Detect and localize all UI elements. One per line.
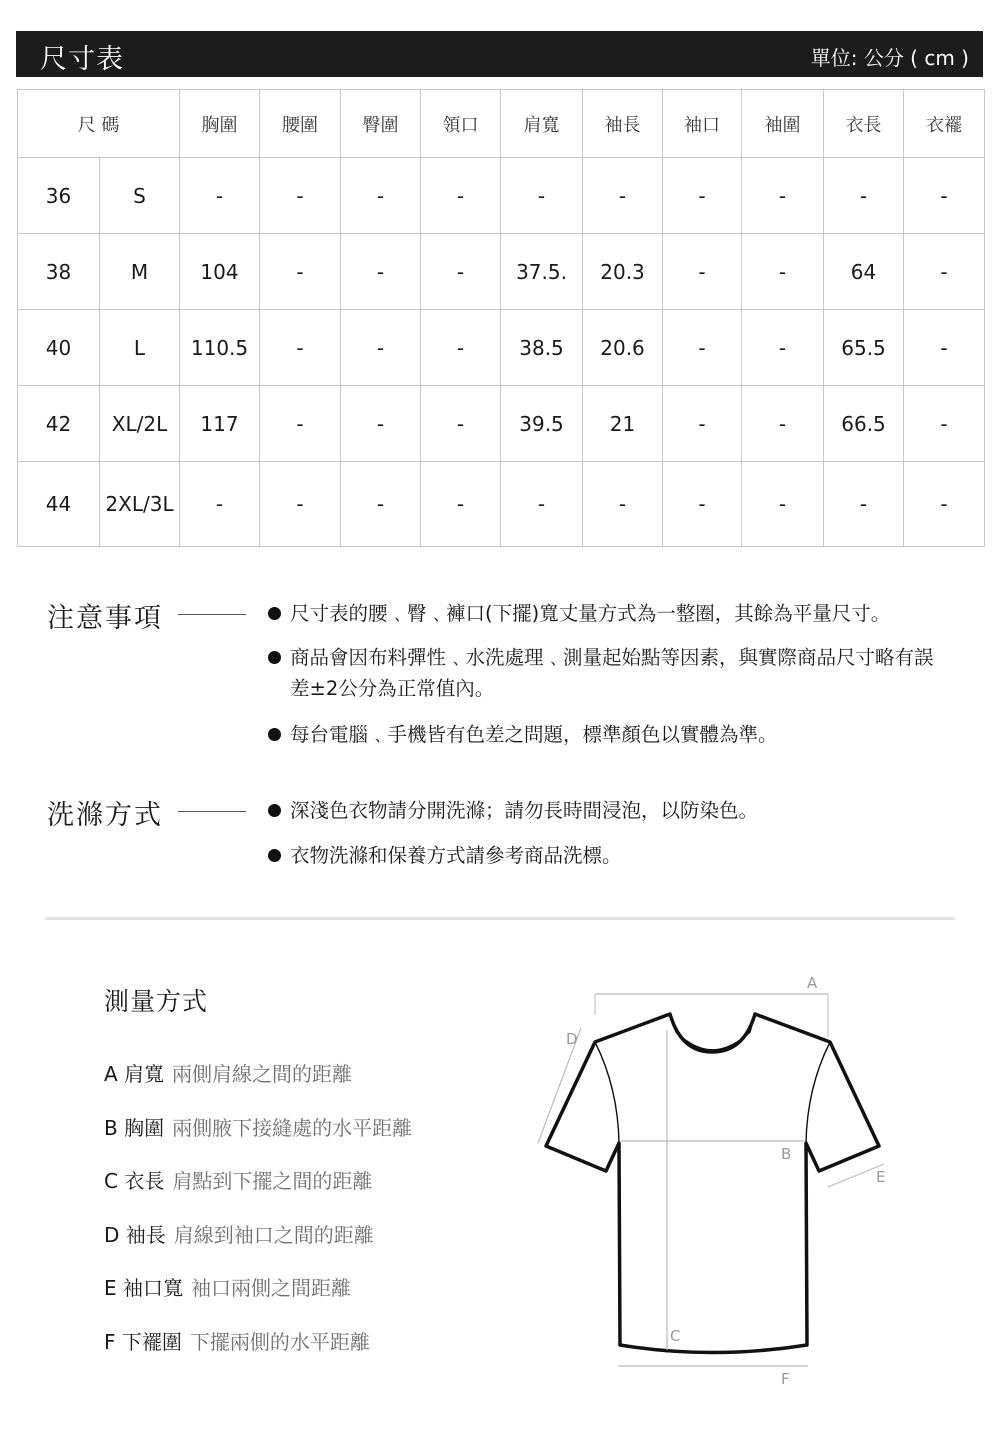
note-item bbox=[268, 719, 950, 750]
measurement-label: C 衣長 bbox=[104, 1169, 165, 1193]
table-row bbox=[18, 462, 985, 547]
table-cell: - bbox=[421, 386, 501, 462]
diagram-label-a: A bbox=[807, 974, 818, 992]
table-cell: - bbox=[260, 158, 341, 234]
table-cell: - bbox=[583, 462, 663, 547]
bullet-icon bbox=[268, 728, 281, 741]
size-letter-cell: L bbox=[100, 310, 180, 386]
table-cell: - bbox=[260, 462, 341, 547]
table-cell: - bbox=[824, 462, 904, 547]
table-cell: - bbox=[341, 462, 421, 547]
measurement-desc: 肩線到袖口之間的距離 bbox=[173, 1223, 374, 1247]
note-item bbox=[268, 598, 980, 629]
measurement-desc: 下擺兩側的水平距離 bbox=[189, 1330, 370, 1354]
note-text: 尺寸表的腰﹑臀﹑褲口(下擺)寬丈量方式為一整圈，其餘為平量尺寸。 bbox=[290, 602, 891, 625]
table-cell: - bbox=[341, 234, 421, 310]
table-cell: 39.5 bbox=[501, 386, 583, 462]
notes-title: 注意事項 bbox=[47, 603, 163, 634]
table-cell: - bbox=[501, 158, 583, 234]
diagram-label-b: B bbox=[781, 1145, 792, 1163]
table-row bbox=[18, 234, 985, 310]
table-cell: - bbox=[180, 158, 260, 234]
note-text: 每台電腦﹑手機皆有色差之問題，標準顏色以實體為準。 bbox=[290, 723, 778, 746]
washing-text: 衣物洗滌和保養方式請參考商品洗標。 bbox=[290, 844, 622, 867]
measurement-desc: 兩側腋下接縫處的水平距離 bbox=[172, 1116, 413, 1140]
bullet-icon bbox=[268, 849, 281, 862]
washing-text: 深淺色衣物請分開洗滌；請勿長時間浸泡，以防染色。 bbox=[290, 799, 759, 822]
table-cell: 66.5 bbox=[824, 386, 904, 462]
size-chart-header bbox=[16, 31, 983, 77]
table-cell: - bbox=[260, 234, 341, 310]
table-cell: - bbox=[421, 310, 501, 386]
column-header: 袖口 bbox=[663, 90, 742, 158]
table-cell: - bbox=[421, 234, 501, 310]
table-cell: - bbox=[260, 386, 341, 462]
size-letter-cell: S bbox=[100, 158, 180, 234]
tshirt-outline bbox=[546, 1014, 879, 1353]
note-item bbox=[268, 642, 950, 704]
measurement-label: E 袖口寬 bbox=[104, 1276, 183, 1300]
table-cell: - bbox=[341, 386, 421, 462]
measurement-desc: 肩點到下擺之間的距離 bbox=[172, 1169, 373, 1193]
table-cell: - bbox=[260, 310, 341, 386]
column-header: 腰圍 bbox=[260, 90, 341, 158]
table-cell: - bbox=[583, 158, 663, 234]
table-cell: - bbox=[421, 158, 501, 234]
measurement-desc: 袖口兩側之間距離 bbox=[191, 1276, 351, 1300]
table-cell: - bbox=[663, 158, 742, 234]
measurement-item bbox=[104, 1326, 370, 1355]
table-cell: - bbox=[663, 386, 742, 462]
diagram-label-e: E bbox=[876, 1168, 886, 1186]
tshirt-measurement-diagram bbox=[500, 960, 940, 1400]
washing-item bbox=[268, 840, 950, 871]
bullet-icon bbox=[268, 651, 281, 664]
table-cell: 20.6 bbox=[583, 310, 663, 386]
table-cell: - bbox=[904, 462, 985, 547]
note-text: 商品會因布料彈性﹑水洗處理﹑測量起始點等因素，與實際商品尺寸略有誤差±2公分為正常值內。 bbox=[290, 646, 934, 700]
column-header: 衣襬 bbox=[904, 90, 985, 158]
measurement-item bbox=[104, 1058, 352, 1087]
table-cell: 20.3 bbox=[583, 234, 663, 310]
bullet-icon bbox=[268, 607, 281, 620]
size-chart-title: 尺寸表 bbox=[40, 44, 124, 75]
table-cell: - bbox=[904, 386, 985, 462]
diagram-label-f: F bbox=[781, 1370, 790, 1388]
table-cell: - bbox=[742, 386, 824, 462]
diagram-label-d: D bbox=[566, 1030, 578, 1048]
unit-label: 單位: 公分 ( cm ) bbox=[810, 46, 969, 70]
washing-item bbox=[268, 795, 950, 826]
table-cell: - bbox=[742, 234, 824, 310]
table-cell: 104 bbox=[180, 234, 260, 310]
table-row bbox=[18, 386, 985, 462]
table-cell: - bbox=[663, 462, 742, 547]
measurement-label: B 胸圍 bbox=[104, 1116, 165, 1140]
table-cell: - bbox=[341, 310, 421, 386]
table-cell: 117 bbox=[180, 386, 260, 462]
size-number-cell: 36 bbox=[18, 158, 100, 234]
bullet-icon bbox=[268, 804, 281, 817]
table-cell: - bbox=[742, 310, 824, 386]
measurement-label: F 下襬圍 bbox=[104, 1330, 182, 1354]
table-cell: - bbox=[742, 158, 824, 234]
measurement-title: 測量方式 bbox=[104, 987, 209, 1016]
table-cell: - bbox=[904, 310, 985, 386]
table-cell: 38.5 bbox=[501, 310, 583, 386]
table-cell: 64 bbox=[824, 234, 904, 310]
table-cell: - bbox=[421, 462, 501, 547]
table-cell: 110.5 bbox=[180, 310, 260, 386]
size-number-cell: 44 bbox=[18, 462, 100, 547]
table-cell: 21 bbox=[583, 386, 663, 462]
measurement-label: D 袖長 bbox=[104, 1223, 166, 1247]
column-header-size: 尺 碼 bbox=[18, 90, 180, 158]
measurement-item bbox=[104, 1165, 372, 1194]
column-header: 臀圍 bbox=[341, 90, 421, 158]
column-header: 袖長 bbox=[583, 90, 663, 158]
table-cell: - bbox=[501, 462, 583, 547]
table-header-row bbox=[18, 90, 985, 158]
table-cell: - bbox=[742, 462, 824, 547]
section-divider bbox=[45, 917, 955, 920]
table-cell: - bbox=[663, 310, 742, 386]
washing-title-line bbox=[178, 811, 246, 812]
table-cell: 37.5. bbox=[501, 234, 583, 310]
size-number-cell: 42 bbox=[18, 386, 100, 462]
notes-title-line bbox=[178, 614, 246, 615]
size-letter-cell: 2XL/3L bbox=[100, 462, 180, 547]
table-cell: 65.5 bbox=[824, 310, 904, 386]
table-row bbox=[18, 310, 985, 386]
table-cell: - bbox=[663, 234, 742, 310]
measurement-label: A 肩寬 bbox=[104, 1062, 165, 1086]
column-header: 衣長 bbox=[824, 90, 904, 158]
measurement-item bbox=[104, 1219, 374, 1248]
table-cell: - bbox=[824, 158, 904, 234]
size-letter-cell: XL/2L bbox=[100, 386, 180, 462]
size-letter-cell: M bbox=[100, 234, 180, 310]
table-cell: - bbox=[341, 158, 421, 234]
size-number-cell: 38 bbox=[18, 234, 100, 310]
table-row bbox=[18, 158, 985, 234]
measurement-item bbox=[104, 1112, 412, 1141]
table-cell: - bbox=[904, 234, 985, 310]
column-header: 袖圍 bbox=[742, 90, 824, 158]
column-header: 胸圍 bbox=[180, 90, 260, 158]
size-table bbox=[17, 89, 985, 547]
size-number-cell: 40 bbox=[18, 310, 100, 386]
measurement-desc: 兩側肩線之間的距離 bbox=[172, 1062, 353, 1086]
table-cell: - bbox=[904, 158, 985, 234]
diagram-label-c: C bbox=[670, 1327, 681, 1345]
measurement-item bbox=[104, 1272, 351, 1301]
washing-title: 洗滌方式 bbox=[47, 800, 163, 831]
column-header: 肩寬 bbox=[501, 90, 583, 158]
table-cell: - bbox=[180, 462, 260, 547]
column-header: 領口 bbox=[421, 90, 501, 158]
